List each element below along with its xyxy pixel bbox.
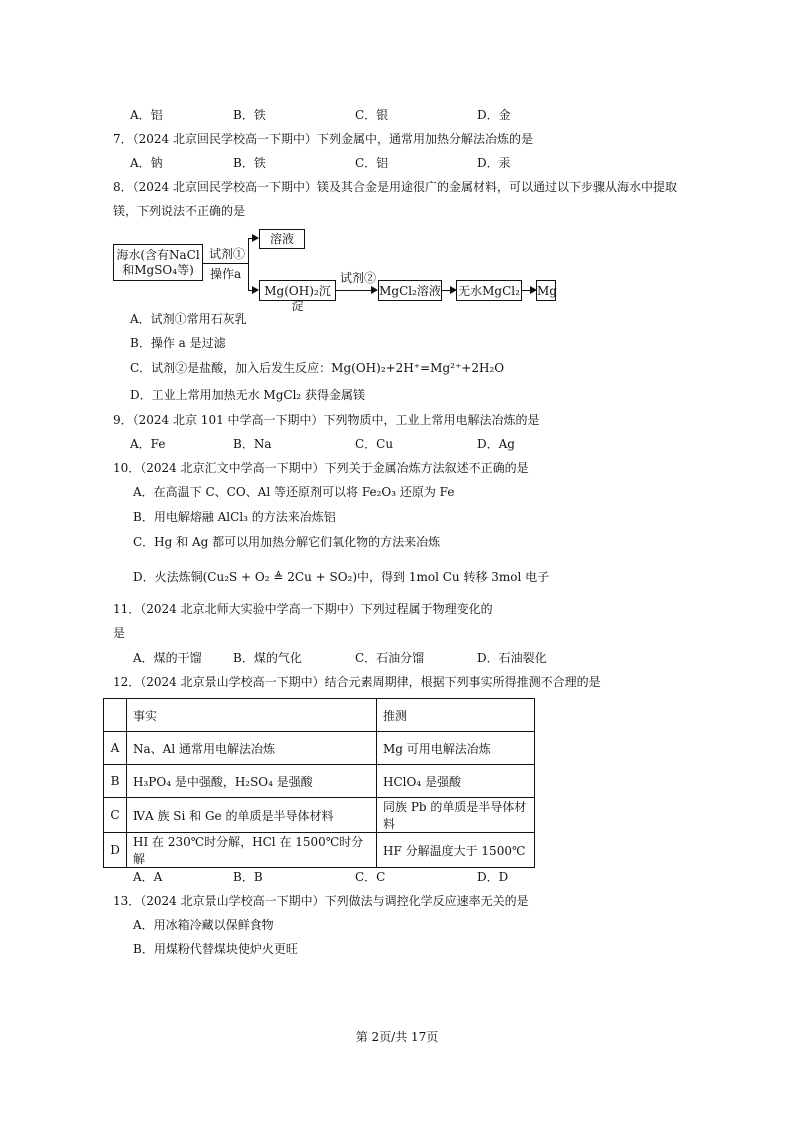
- q6-option-c: C．银: [355, 108, 389, 122]
- table-row: [104, 765, 535, 798]
- page-footer: 第 2页/共 17页: [355, 1030, 439, 1044]
- q11-question: [113, 601, 493, 617]
- q12-options: [0, 869, 794, 885]
- q7-option-a: A．钠: [130, 156, 163, 170]
- q13-option-a: A．用冰箱冷藏以保鲜食物: [133, 918, 274, 932]
- operation-a-label: 操作a: [210, 267, 242, 281]
- row-guess: HF 分解温度大于 1500℃: [377, 833, 535, 868]
- row-letter: D: [104, 833, 127, 868]
- q6-option-d: D．金: [477, 108, 511, 122]
- q7-option-c: C．铝: [355, 156, 389, 170]
- q12-option-b: B．B: [233, 870, 263, 884]
- q12-text: （2024 北京景山学校高一下期中）结合元素周期律，根据下列事实所得推测不合理的是: [140, 675, 601, 689]
- row-fact: H₃PO₄ 是中强酸，H₂SO₄ 是强酸: [127, 765, 377, 798]
- q6-option-a: A．铝: [130, 108, 163, 122]
- q11-text-line2: 是: [113, 626, 126, 640]
- q8-option-a: A．试剂①常用石灰乳: [130, 312, 247, 326]
- q10-text: （2024 北京汇文中学高一下期中）下列关于金属冶炼方法叙述不正确的是: [140, 461, 529, 475]
- q7-question: [113, 131, 533, 147]
- q11-option-d: D．石油裂化: [477, 651, 547, 665]
- q8-question: [113, 179, 677, 195]
- q7-options: [0, 155, 794, 171]
- q9-option-a: A．Fe: [130, 437, 166, 451]
- q10-number: 10．: [113, 461, 141, 475]
- q8-option-c: C．试剂②是盐酸，加入后发生反应：Mg(OH)₂+2H⁺=Mg²⁺+2H₂O: [130, 361, 505, 375]
- precipitate-box: Mg(OH)₂沉淀: [259, 280, 336, 301]
- solution-box: 溶液: [259, 229, 305, 249]
- reagent2-label: 试剂②: [340, 271, 377, 285]
- q6-option-b: B．铁: [233, 108, 266, 122]
- table-row: [104, 732, 535, 765]
- q11-option-b: B．煤的气化: [233, 651, 302, 665]
- q8-number: 8．: [113, 180, 133, 194]
- connector-2: [336, 290, 372, 291]
- header-guess: 推测: [377, 699, 535, 732]
- q13-text: （2024 北京景山学校高一下期中）下列做法与调控化学反应速率无关的是: [140, 894, 529, 908]
- q13-question: [113, 893, 529, 909]
- q12-table: [103, 698, 535, 868]
- reagent1-label: 试剂①: [209, 247, 246, 261]
- q7-number: 7．: [113, 132, 133, 146]
- row-guess: 同族 Pb 的单质是半导体材料: [377, 798, 535, 833]
- q7-option-b: B．铁: [233, 156, 266, 170]
- q10-option-b: B．用电解熔融 AlCl₃ 的方法来冶炼铝: [133, 510, 336, 524]
- q10-question: [113, 460, 529, 476]
- q9-text: （2024 北京 101 中学高一下期中）下列物质中，工业上常用电解法冶炼的是: [132, 413, 540, 427]
- row-letter: C: [104, 798, 127, 833]
- q10-option-d: D．火法炼铜(Cu₂S + O₂ ≜ 2Cu + SO₂)中，得到 1mol Cu 转移 3mol 电子: [133, 570, 550, 584]
- q8-text-line1: （2024 北京回民学校高一下期中）镁及其合金是用途很广的金属材料，可以通过以下步骤从海水中提取: [132, 180, 677, 194]
- q9-option-b: B．Na: [233, 437, 272, 451]
- seawater-box: [113, 244, 203, 281]
- anhydrous-mgcl2-box: 无水MgCl₂: [456, 280, 522, 301]
- split-connector: [248, 238, 249, 290]
- row-guess: HClO₄ 是强酸: [377, 765, 535, 798]
- q9-options: [0, 436, 794, 452]
- q12-option-a: A．A: [133, 870, 163, 884]
- seawater-line2: 和MgSO₄等): [122, 263, 194, 277]
- q7-text: （2024 北京回民学校高一下期中）下列金属中，通常用加热分解法冶炼的是: [132, 132, 533, 146]
- q11-option-c: C．石油分馏: [355, 651, 425, 665]
- arrow-to-precipitate: [252, 286, 259, 294]
- arrow-to-mgcl2-solution: [371, 286, 378, 294]
- q12-number: 12．: [113, 675, 141, 689]
- q12-option-c: C．C: [355, 870, 386, 884]
- seawater-line1: 海水(含有NaCl: [116, 248, 200, 262]
- header-fact: 事实: [127, 699, 377, 732]
- q6-options: [0, 107, 794, 123]
- q8-option-d: D．工业上常用加热无水 MgCl₂ 获得金属镁: [130, 388, 366, 402]
- q13-number: 13．: [113, 894, 141, 908]
- q10-option-a: A．在高温下 C、CO、Al 等还原剂可以将 Fe₂O₃ 还原为 Fe: [133, 485, 455, 499]
- q9-option-c: C．Cu: [355, 437, 394, 451]
- q9-question: [113, 412, 540, 428]
- q7-option-d: D．汞: [477, 156, 511, 170]
- q11-options: [0, 650, 794, 666]
- row-letter: A: [104, 732, 127, 765]
- main-connector: [203, 263, 248, 264]
- q11-number: 11．: [113, 602, 141, 616]
- q13-option-b: B．用煤粉代替煤块使炉火更旺: [133, 942, 298, 956]
- q9-number: 9．: [113, 413, 133, 427]
- row-fact: HI 在 230℃时分解，HCl 在 1500℃时分解: [127, 833, 377, 868]
- table-row: [104, 798, 535, 833]
- arrow-to-solution: [252, 234, 259, 242]
- q10-option-c: C．Hg 和 Ag 都可以用加热分解它们氧化物的方法来冶炼: [133, 535, 441, 549]
- row-fact: ⅣA 族 Si 和 Ge 的单质是半导体材料: [127, 798, 377, 833]
- row-fact: Na、Al 通常用电解法冶炼: [127, 732, 377, 765]
- q12-option-d: D．D: [477, 870, 509, 884]
- mgcl2-solution-box: MgCl₂溶液: [378, 280, 442, 301]
- q8-text-line2: 镁，下列说法不正确的是: [113, 204, 246, 218]
- table-row: [104, 833, 535, 868]
- mg-box: Mg: [536, 280, 556, 301]
- q12-question: [113, 674, 601, 690]
- q8-option-b: B．操作 a 是过滤: [130, 336, 226, 350]
- q11-option-a: A．煤的干馏: [133, 651, 202, 665]
- header-empty-cell: [104, 699, 127, 732]
- row-guess: Mg 可用电解法冶炼: [377, 732, 535, 765]
- q11-text: （2024 北京北师大实验中学高一下期中）下列过程属于物理变化的: [140, 602, 493, 616]
- row-letter: B: [104, 765, 127, 798]
- q9-option-d: D．Ag: [477, 437, 515, 451]
- table-header-row: [104, 699, 535, 732]
